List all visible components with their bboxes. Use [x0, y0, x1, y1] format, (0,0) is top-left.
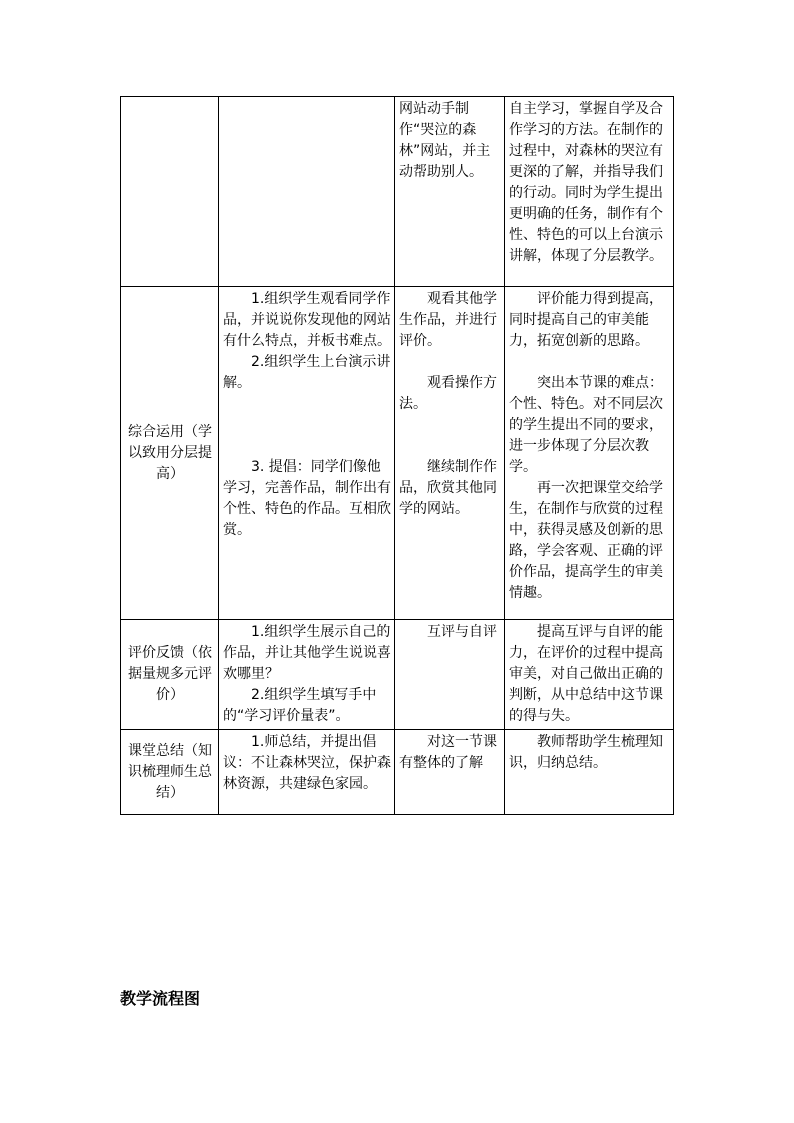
student-activity-text: 观看其他学生作品，并进行评价。	[399, 291, 497, 349]
stage-cell: 评价反馈（依据量规多元评价）	[121, 620, 219, 730]
stage-cell	[121, 97, 219, 287]
teacher-activity-text: 3. 提倡：同学们像他学习，完善作品，制作出有个性、特色的作品。互相欣赏。	[223, 459, 391, 538]
student-activity-text: 对这一节课有整体的了解	[399, 734, 497, 771]
student-activity-cell	[395, 730, 505, 815]
student-activity-cell	[395, 287, 505, 620]
design-intent-cell	[505, 730, 674, 815]
stage-cell: 综合运用（学以致用分层提高）	[121, 287, 219, 620]
teacher-activity-text: 1.师总结，并提出倡议：不让森林哭泣，保护森林资源，共建绿色家园。	[223, 734, 391, 792]
teacher-activity-text: 1.组织学生观看同学作品，并说说你发现他的网站有什么特点，并板书难点。	[223, 291, 391, 349]
table-row	[121, 97, 674, 287]
section-heading: 教学流程图	[120, 989, 201, 1008]
student-activity-text: 继续制作作品，欣赏其他同学的网站。	[399, 459, 497, 517]
teacher-activity-cell	[219, 620, 395, 730]
stage-cell: 课堂总结（知识梳理师生总结）	[121, 730, 219, 815]
design-intent-text: 自主学习，掌握自学及合作学习的方法。在制作的过程中，对森林的哭泣有更深的了解，并指导我们的行动。同时为学生提出更明确的任务，制作有个性、特色的可以上台演示讲解，体现了分层教学。	[509, 101, 663, 264]
table-row	[121, 287, 674, 620]
student-activity-text: 互评与自评	[427, 624, 497, 640]
student-activity-cell	[395, 97, 505, 287]
teacher-activity-text: 2.组织学生填写手中的“学习评价量表”。	[223, 687, 377, 724]
table-row	[121, 730, 674, 815]
table-row	[121, 620, 674, 730]
design-intent-cell	[505, 620, 674, 730]
student-activity-text: 观看操作方法。	[399, 375, 497, 412]
student-activity-cell	[395, 620, 505, 730]
teacher-activity-cell	[219, 730, 395, 815]
teacher-activity-text: 2.组织学生上台演示讲解。	[223, 354, 391, 391]
design-intent-cell	[505, 287, 674, 620]
design-intent-cell	[505, 97, 674, 287]
design-intent-text: 再一次把课堂交给学生，在制作与欣赏的过程中，获得灵感及创新的思路，学会客观、正确的评价作品，提高学生的审美情趣。	[509, 480, 663, 601]
lesson-plan-table	[120, 96, 674, 815]
design-intent-text: 提高互评与自评的能力，在评价的过程中提高审美，对自己做出正确的判断，从中总结中这节课的得与失。	[509, 624, 663, 724]
student-activity-text: 网站动手制作“哭泣的森林”网站，并主动帮助别人。	[399, 101, 491, 180]
teacher-activity-cell	[219, 287, 395, 620]
design-intent-text: 教师帮助学生梳理知识，归纳总结。	[509, 734, 663, 771]
design-intent-text: 突出本节课的难点：个性、特色。对不同层次的学生提出不同的要求，进一步体现了分层次教学。	[509, 375, 663, 475]
design-intent-text: 评价能力得到提高，同时提高自己的审美能力，拓宽创新的思路。	[509, 291, 663, 349]
teacher-activity-cell	[219, 97, 395, 287]
teacher-activity-text: 1.组织学生展示自己的作品，并让其他学生说说喜欢哪里？	[223, 624, 391, 682]
